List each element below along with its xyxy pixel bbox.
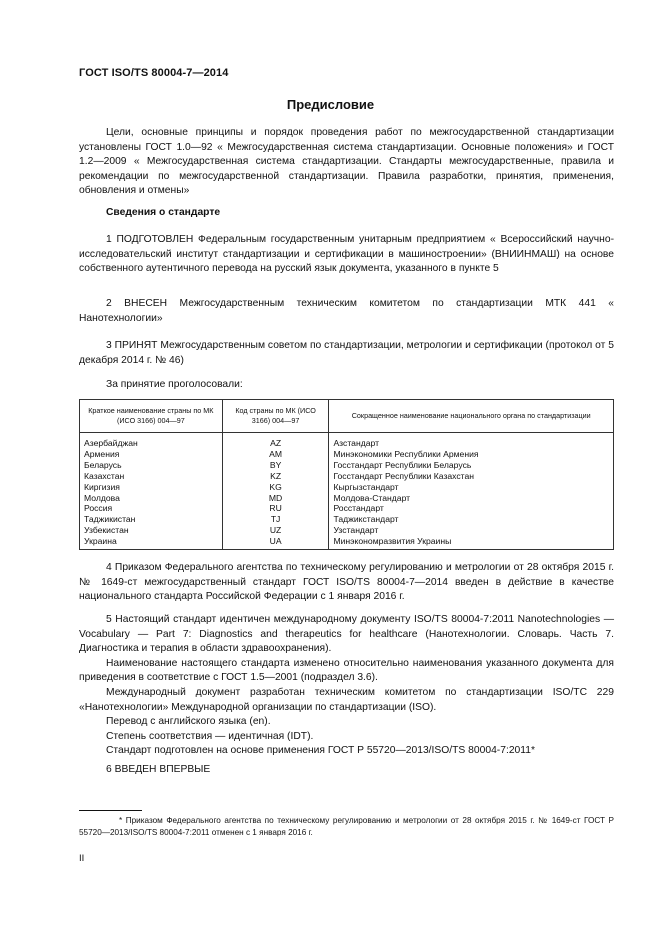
country-cell: Армения <box>80 449 223 460</box>
column-header-body: Сокращенное наименование национального органа по стандартизации <box>329 400 614 433</box>
footnote-divider <box>79 810 142 811</box>
code-cell: UZ <box>222 525 329 536</box>
item-5-translation-text: Перевод с английского языка (en). <box>106 716 271 728</box>
table-row <box>80 514 614 525</box>
code-cell: KZ <box>222 471 329 482</box>
item-6-text: 6 ВВЕДЕН ВПЕРВЫЕ <box>106 764 211 775</box>
code-cell: UA <box>222 536 329 549</box>
country-cell: Россия <box>80 503 223 514</box>
footnote-text: * Приказом Федерального агентства по техническому регулированию и метрологии от 28 октября 2015 г. № 1649-ст ГОСТ Р 55720—2013/ISO/TS 80004-7:2011 отменен с 1 января 2016 г. <box>79 816 614 837</box>
item-5-text: 5 Настоящий стандарт идентичен международному документу ISO/TS 80004-7:2011 Nanotechnologies — Vocabulary — Part 7: Diagnostics and therapeutics for healthcare (Нанотехнологии. Словарь. Часть 7. Диагностика и терапия в области здравоохранения). <box>79 614 614 655</box>
table-row <box>80 493 614 504</box>
table-row <box>80 460 614 471</box>
country-cell: Азербайджан <box>80 433 223 449</box>
intro-paragraph <box>79 126 614 199</box>
body-cell: Азстандарт <box>329 433 614 449</box>
item-2-text: 2 ВНЕСЕН Межгосударственным техническим комитетом по стандартизации МТК 441 « Нанотехнологии» <box>79 298 614 324</box>
table-row <box>80 503 614 514</box>
item-5-degree-text: Степень соответствия — идентичная (IDT). <box>106 730 314 742</box>
table-row <box>80 482 614 493</box>
section-subtitle: Сведения о стандарте <box>106 207 221 218</box>
code-cell: KG <box>222 482 329 493</box>
code-cell: MD <box>222 493 329 504</box>
code-cell: AM <box>222 449 329 460</box>
code-cell: BY <box>222 460 329 471</box>
item-5-rename-text: Наименование настоящего стандарта изменено относительно наименования указанного документа для приведения в соответствие с ГОСТ 1.5—2001 (подраздел 3.6). <box>79 657 614 684</box>
country-cell: Казахстан <box>80 471 223 482</box>
body-cell: Минэкономразвития Украины <box>329 536 614 549</box>
body-cell: Госстандарт Республики Казахстан <box>329 471 614 482</box>
body-cell: Росстандарт <box>329 503 614 514</box>
body-cell: Таджикстандарт <box>329 514 614 525</box>
body-cell: Минэкономики Республики Армения <box>329 449 614 460</box>
table-header-row <box>80 400 614 433</box>
code-cell: RU <box>222 503 329 514</box>
country-cell: Узбекистан <box>80 525 223 536</box>
item-3 <box>79 339 614 368</box>
country-cell: Киргизия <box>80 482 223 493</box>
item-1-text: 1 ПОДГОТОВЛЕН Федеральным государственным унитарным предприятием « Всероссийский научно-исследовательский институт стандартизации и сертификации в машиностроении» (ВНИИНМАШ) на основе собственного аутентичного перевода на русский язык документа, указанного в пункте 5 <box>79 234 614 275</box>
body-cell: Молдова-Стандарт <box>329 493 614 504</box>
country-cell: Таджикистан <box>80 514 223 525</box>
document-header: ГОСТ ISO/TS 80004-7—2014 <box>79 67 229 79</box>
table-row <box>80 536 614 549</box>
item-5-basis-text: Стандарт подготовлен на основе применения ГОСТ Р 55720—2013/ISO/TS 80004-7:2011* <box>106 745 535 757</box>
body-cell: Госстандарт Республики Беларусь <box>329 460 614 471</box>
country-cell: Молдова <box>80 493 223 504</box>
table-row <box>80 471 614 482</box>
item-3-text: 3 ПРИНЯТ Межгосударственным советом по стандартизации, метрологии и сертификации (протокол от 5 декабря 2014 г. № 46) <box>79 340 614 366</box>
item-1 <box>79 233 614 277</box>
item-2 <box>79 297 614 326</box>
vote-label: За принятие проголосовали: <box>106 379 243 390</box>
footnote <box>79 815 614 839</box>
countries-table <box>79 399 614 550</box>
page-number: II <box>79 853 85 864</box>
body-cell: Узстандарт <box>329 525 614 536</box>
country-cell: Украина <box>80 536 223 549</box>
item-5-developer-text: Международный документ разработан техническим комитетом по стандартизации ISO/TC 229 «Нанотехнологии» Международной организации по стандартизации (ISO). <box>79 686 614 713</box>
column-header-country: Краткое наименование страны по МК (ИСО 3166) 004—97 <box>80 400 223 433</box>
code-cell: TJ <box>222 514 329 525</box>
item-4-text: 4 Приказом Федерального агентства по техническому регулированию и метрологии от 28 октября 2015 г. № 1649-ст межгосударственный стандарт ГОСТ ISO/TS 80004-7—2014 введен в действие в качестве национального стандарта Российской Федерации с 1 января 2016 г. <box>79 562 614 603</box>
table-row <box>80 449 614 460</box>
column-header-code: Код страны по МК (ИСО 3166) 004—97 <box>222 400 329 433</box>
code-cell: AZ <box>222 433 329 449</box>
item-5 <box>79 613 614 759</box>
intro-text: Цели, основные принципы и порядок проведения работ по межгосударственной стандартизации установлены ГОСТ 1.0—92 « Межгосударственная система стандартизации. Основные положения» и ГОСТ 1.2—2009 « Межгосударственная система стандартизации. Стандарты межгосударственные, правила и рекомендации по межгосударственной стандартизации. Правила разработки, принятия, применения, обновления и отмены» <box>79 127 614 197</box>
item-6 <box>79 763 614 778</box>
table-row <box>80 525 614 536</box>
country-cell: Беларусь <box>80 460 223 471</box>
body-cell: Кыргызстандарт <box>329 482 614 493</box>
page-title: Предисловие <box>286 97 375 112</box>
table-row <box>80 433 614 449</box>
item-4 <box>79 561 614 605</box>
